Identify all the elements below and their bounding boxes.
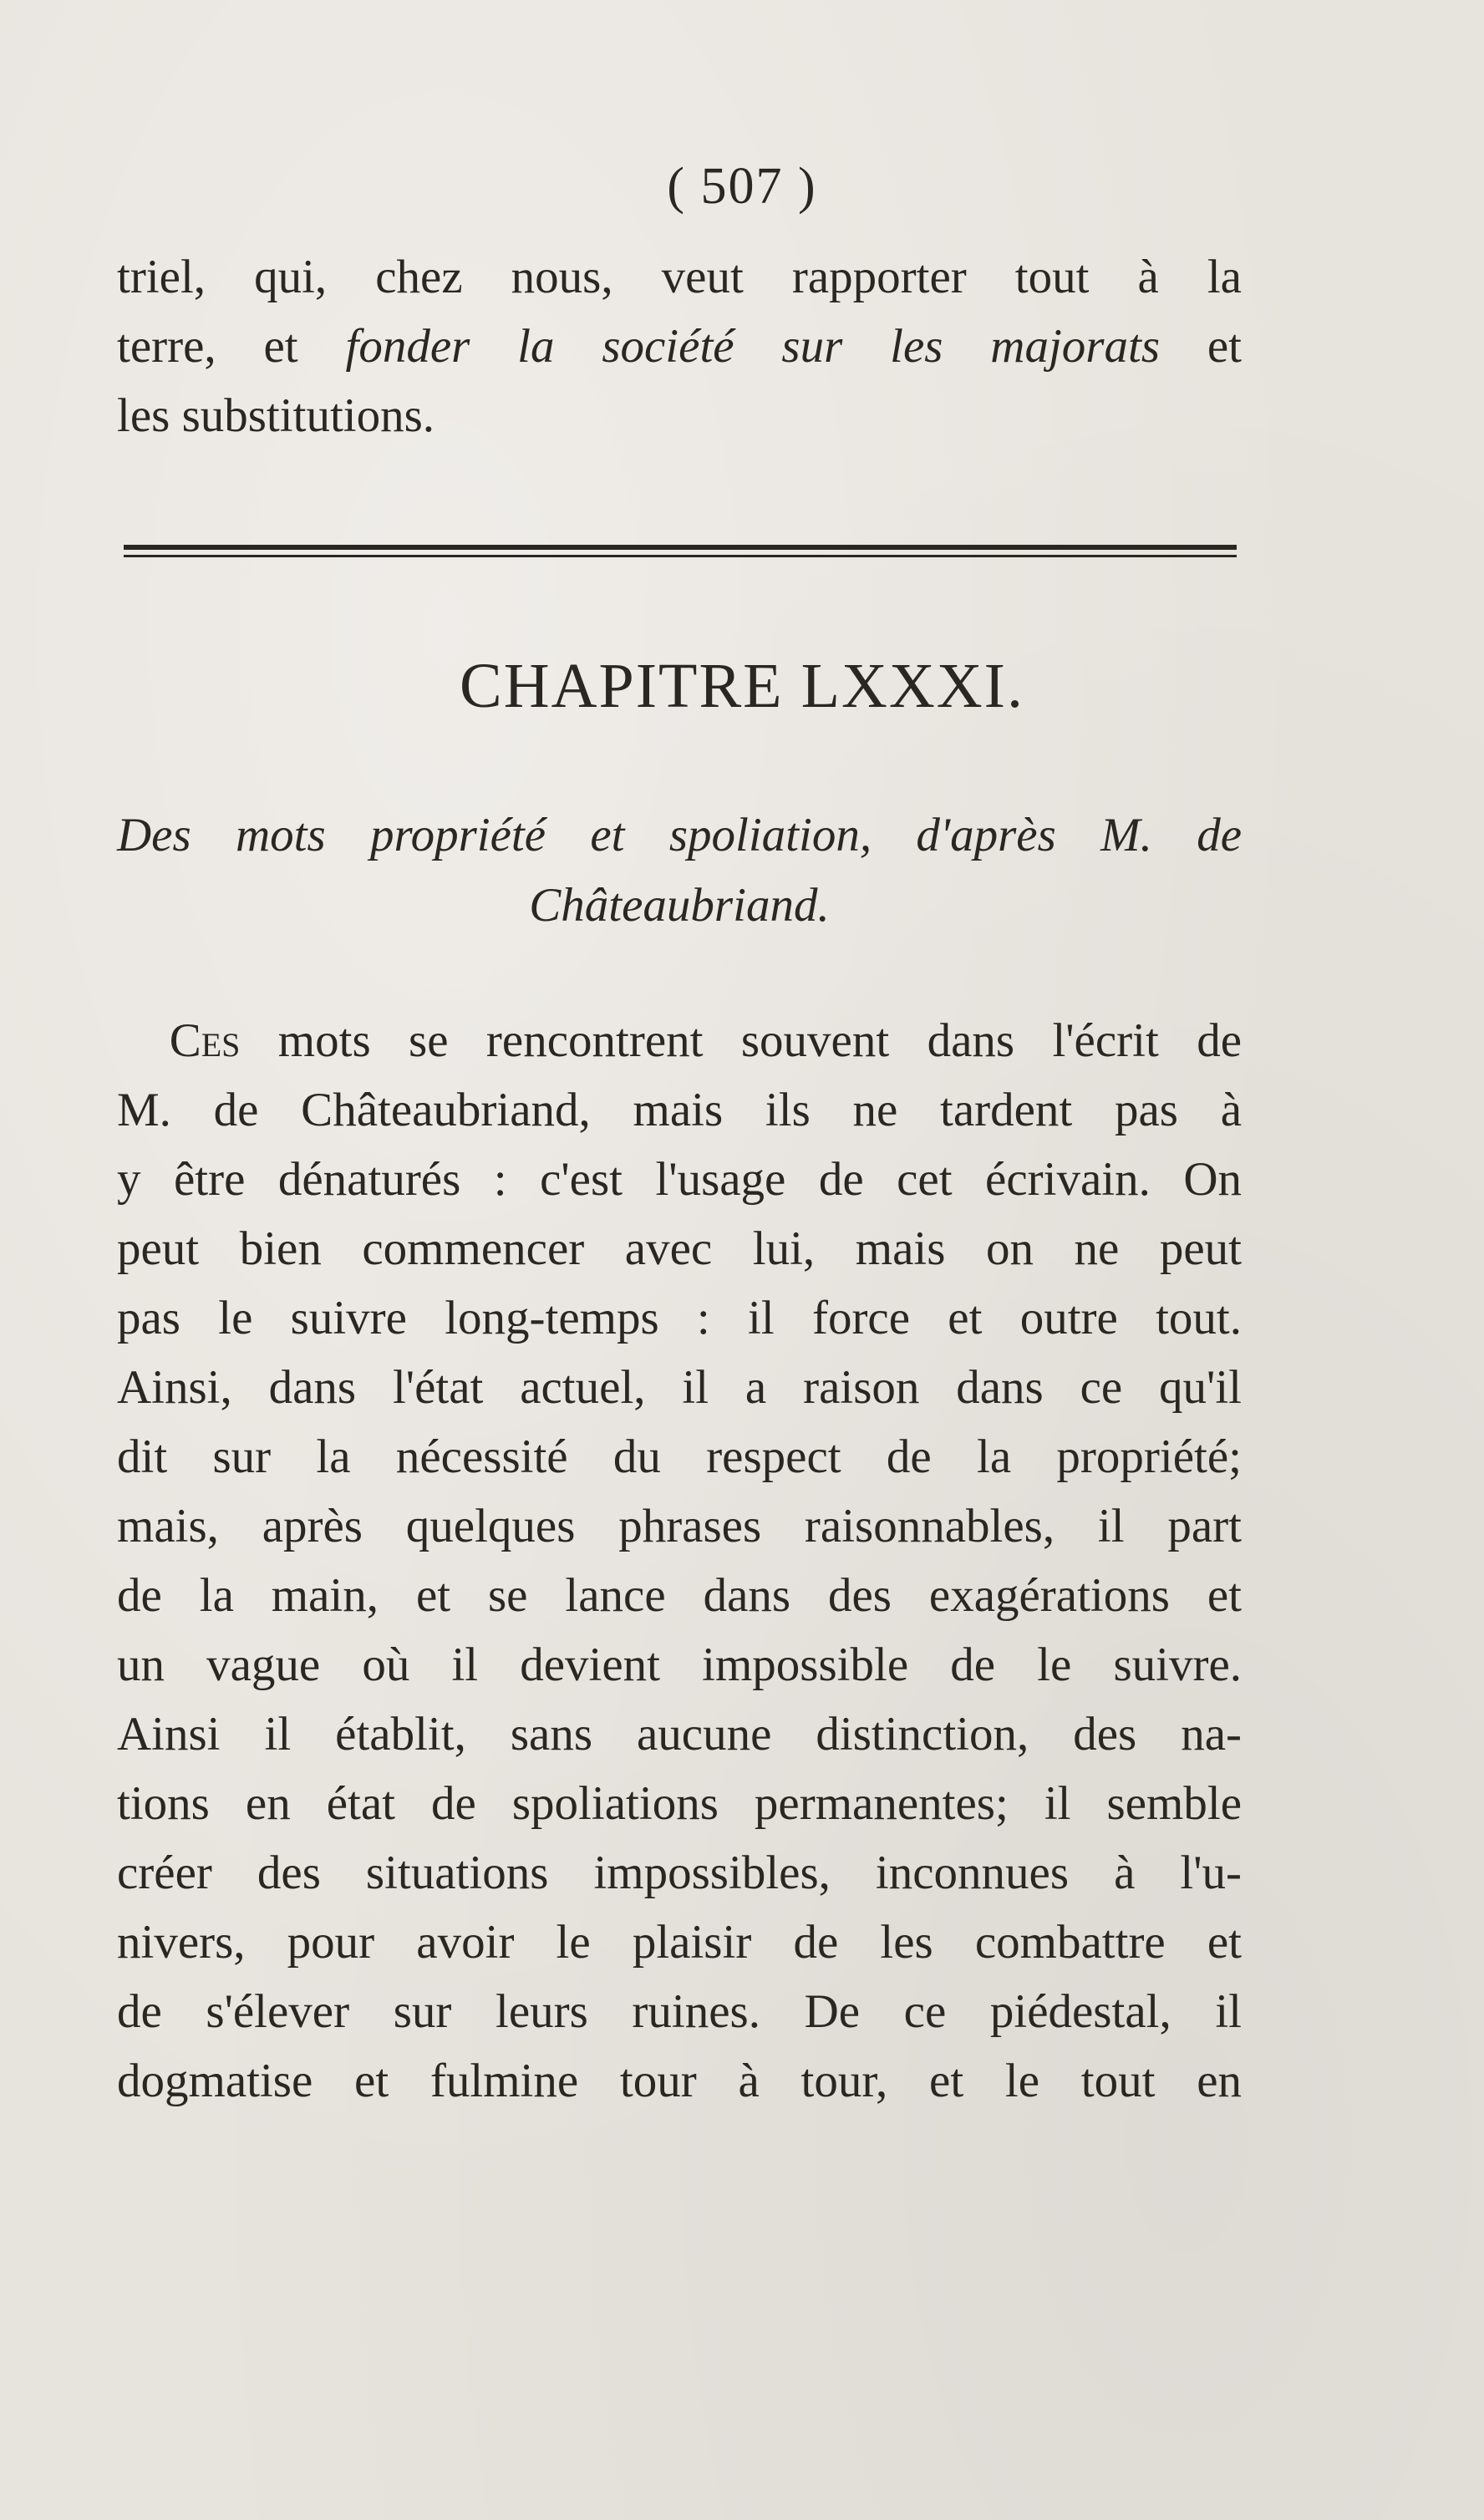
italic-phrase: fonder la société sur les majorats [345,320,1161,373]
text-line: peut bien commencer avec lui, mais on ne peut [117,1222,1242,1275]
text-span: et [1160,320,1242,373]
text-span: mots se rencontrent souvent dans l'écrit de [240,1014,1242,1067]
text-line: de s'élever sur leurs ruines. De ce piédestal, il [117,1985,1242,2038]
text-line: les substitutions. [117,389,435,442]
text-line: nivers, pour avoir le plaisir de les combattre et [117,1916,1242,1969]
opening-word: Ces [169,1014,241,1067]
subtitle-line: Châteaubriand. [529,879,830,932]
continuation-paragraph [117,242,1242,450]
subtitle-line: Des mots propriété et spoliation, d'après M. de [117,809,1242,861]
text-line: mais, après quelques phrases raisonnables, il part [117,1500,1242,1552]
text-line-first [117,1006,1242,1075]
text-line: tions en état de spoliations permanentes; il semble [117,1777,1242,1830]
chapter-subtitle [117,800,1242,941]
text-line: M. de Châteaubriand, mais ils ne tardent pas à [117,1084,1242,1136]
text-line: dit sur la nécessité du respect de la propriété; [117,1430,1242,1483]
chapter-body-paragraph [117,1006,1242,2116]
text-line: dogmatise et fulmine tour à tour, et le tout en [117,2055,1242,2107]
text-line: y être dénaturés : c'est l'usage de cet écrivain. On [117,1153,1242,1206]
text-line: pas le suivre long-temps : il force et outre tout. [117,1292,1242,1344]
text-line: de la main, et se lance dans des exagérations et [117,1569,1242,1622]
page-number: ( 507 ) [667,158,817,215]
text-line-with-italic [117,312,1242,381]
section-rule-thick [124,545,1237,550]
text-line: triel, qui, chez nous, veut rapporter tout à la [117,251,1242,303]
text-line: un vague où il devient impossible de le suivre. [117,1639,1242,1691]
section-rule-thin [124,555,1237,557]
text-line: Ainsi il établit, sans aucune distinction, des na- [117,1708,1242,1760]
text-span: terre, et [117,320,346,373]
text-line: Ainsi, dans l'état actuel, il a raison dans ce qu'il [117,1361,1242,1414]
chapter-title: CHAPITRE LXXXI. [460,651,1024,721]
indent [117,1014,170,1067]
text-line: créer des situations impossibles, inconnues à l'u- [117,1847,1242,1899]
